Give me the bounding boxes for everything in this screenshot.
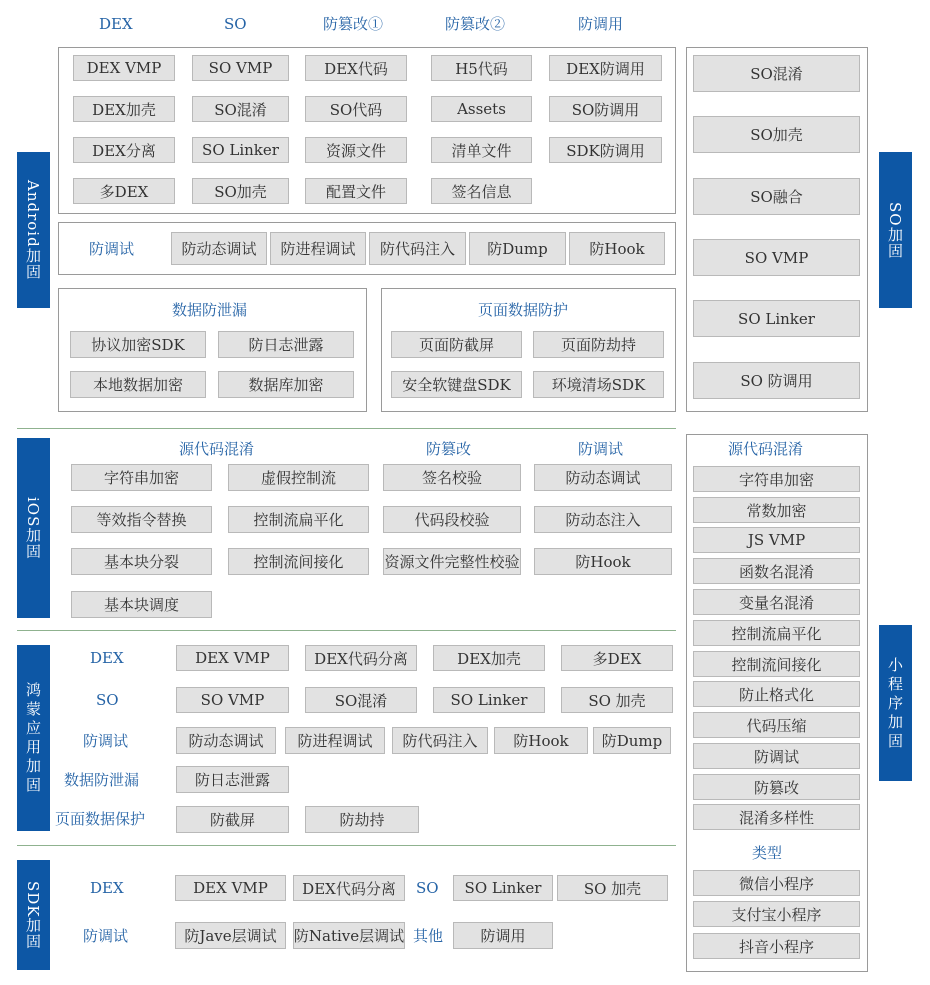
ios-item: 虚假控制流 bbox=[228, 464, 369, 491]
ios-item: 等效指令替换 bbox=[71, 506, 212, 533]
android-page-item: 页面防劫持 bbox=[533, 331, 664, 358]
android-col-header-dex: DEX bbox=[99, 15, 133, 33]
harmony-item: 防代码注入 bbox=[392, 727, 488, 754]
android-leak-item: 本地数据加密 bbox=[70, 371, 206, 398]
android-item: 资源文件 bbox=[305, 137, 407, 163]
harmony-item: DEX VMP bbox=[176, 645, 289, 671]
harmony-item: SO 加壳 bbox=[561, 687, 673, 713]
mini-title: 源代码混淆 bbox=[728, 440, 804, 458]
android-item: DEX防调用 bbox=[549, 55, 662, 81]
ios-item: 基本块分裂 bbox=[71, 548, 212, 575]
harmony-item: SO混淆 bbox=[305, 687, 417, 713]
harmony-item: SO VMP bbox=[176, 687, 289, 713]
android-item: SO代码 bbox=[305, 96, 407, 122]
mini-item: 常数加密 bbox=[693, 497, 860, 523]
mini-item: 变量名混淆 bbox=[693, 589, 860, 615]
android-leak-item: 数据库加密 bbox=[218, 371, 354, 398]
android-side-label: Android加固 bbox=[17, 152, 50, 308]
android-item: SO防调用 bbox=[549, 96, 662, 122]
mini-item: JS VMP bbox=[693, 527, 860, 553]
harmony-item: 防截屏 bbox=[176, 806, 289, 833]
harmony-item: 防劫持 bbox=[305, 806, 419, 833]
so-panel bbox=[686, 47, 868, 412]
so-item: SO VMP bbox=[693, 239, 860, 276]
ios-header-obfuscation: 源代码混淆 bbox=[179, 440, 255, 458]
mini-type-item: 抖音小程序 bbox=[693, 933, 860, 959]
android-item: DEX分离 bbox=[73, 137, 175, 163]
separator-line bbox=[17, 845, 676, 846]
harmony-item: 防动态调试 bbox=[176, 727, 276, 754]
mini-side-label: 小程序加固 bbox=[879, 625, 912, 781]
ios-item: 防Hook bbox=[534, 548, 672, 575]
android-debug-label: 防调试 bbox=[89, 240, 135, 258]
mini-item: 防篡改 bbox=[693, 774, 860, 800]
sdk-item: DEX VMP bbox=[175, 875, 286, 901]
android-item: H5代码 bbox=[431, 55, 532, 81]
android-col-header-so: SO bbox=[224, 15, 247, 33]
so-side-label: SO加固 bbox=[879, 152, 912, 308]
mini-item: 混淆多样性 bbox=[693, 804, 860, 830]
android-page-item: 安全软键盘SDK bbox=[391, 371, 522, 398]
ios-item: 代码段校验 bbox=[383, 506, 521, 533]
android-col-header-anticall: 防调用 bbox=[578, 15, 624, 33]
mini-item: 控制流扁平化 bbox=[693, 620, 860, 646]
android-page-item: 页面防截屏 bbox=[391, 331, 522, 358]
android-item: SO混淆 bbox=[192, 96, 289, 122]
android-item: SDK防调用 bbox=[549, 137, 662, 163]
so-item: SO 防调用 bbox=[693, 362, 860, 399]
harmony-row-label-page: 页面数据保护 bbox=[55, 810, 146, 828]
harmony-item: 防Hook bbox=[494, 727, 588, 754]
sdk-row1-so-label: SO bbox=[416, 879, 439, 897]
sdk-item: SO Linker bbox=[453, 875, 553, 901]
android-debug-item: 防Dump bbox=[469, 232, 566, 265]
harmony-row-label-debug: 防调试 bbox=[83, 732, 129, 750]
sdk-item: DEX代码分离 bbox=[293, 875, 405, 901]
so-item: SO融合 bbox=[693, 178, 860, 215]
mini-type-title: 类型 bbox=[752, 844, 783, 862]
android-item: SO VMP bbox=[192, 55, 289, 81]
harmony-item: SO Linker bbox=[433, 687, 545, 713]
ios-header-debug: 防调试 bbox=[578, 440, 624, 458]
mini-item: 防调试 bbox=[693, 743, 860, 769]
harmony-side-label: 鸿蒙应用加固 bbox=[17, 645, 50, 831]
android-item: DEX加壳 bbox=[73, 96, 175, 122]
ios-item: 控制流间接化 bbox=[228, 548, 369, 575]
sdk-row2-label: 防调试 bbox=[83, 927, 129, 945]
so-item: SO Linker bbox=[693, 300, 860, 337]
ios-header-tamper: 防篡改 bbox=[426, 440, 472, 458]
sdk-row2-other-label: 其他 bbox=[413, 927, 444, 945]
android-debug-item: 防代码注入 bbox=[369, 232, 466, 265]
android-item: 签名信息 bbox=[431, 178, 532, 204]
harmony-item: DEX代码分离 bbox=[305, 645, 417, 671]
ios-item: 字符串加密 bbox=[71, 464, 212, 491]
android-col-header-tamper1: 防篡改① bbox=[323, 15, 384, 33]
harmony-row-label-dex: DEX bbox=[90, 649, 124, 667]
harmony-item: 防进程调试 bbox=[285, 727, 385, 754]
so-item: SO加壳 bbox=[693, 116, 860, 153]
android-item: Assets bbox=[431, 96, 532, 122]
harmony-row-label-leak: 数据防泄漏 bbox=[64, 771, 140, 789]
harmony-item: DEX加壳 bbox=[433, 645, 545, 671]
android-item: DEX代码 bbox=[305, 55, 407, 81]
android-leak-item: 防日志泄露 bbox=[218, 331, 354, 358]
android-page-title: 页面数据防护 bbox=[478, 301, 569, 319]
mini-item: 函数名混淆 bbox=[693, 558, 860, 584]
android-leak-item: 协议加密SDK bbox=[70, 331, 206, 358]
ios-side-label: iOS加固 bbox=[17, 438, 50, 618]
ios-item: 资源文件完整性校验 bbox=[383, 548, 521, 575]
android-item: 清单文件 bbox=[431, 137, 532, 163]
harmony-item: 防Dump bbox=[593, 727, 671, 754]
ios-item: 控制流扁平化 bbox=[228, 506, 369, 533]
ios-item: 防动态注入 bbox=[534, 506, 672, 533]
mini-type-item: 微信小程序 bbox=[693, 870, 860, 896]
harmony-item: 多DEX bbox=[561, 645, 673, 671]
sdk-item: 防Jave层调试 bbox=[175, 922, 286, 949]
sdk-item: 防调用 bbox=[453, 922, 553, 949]
android-debug-item: 防进程调试 bbox=[270, 232, 366, 265]
separator-line bbox=[17, 428, 676, 429]
android-page-item: 环境清场SDK bbox=[533, 371, 664, 398]
sdk-item: SO 加壳 bbox=[557, 875, 668, 901]
android-debug-item: 防动态调试 bbox=[171, 232, 267, 265]
harmony-row-label-so: SO bbox=[96, 691, 119, 709]
android-item: DEX VMP bbox=[73, 55, 175, 81]
sdk-side-label: SDK加固 bbox=[17, 860, 50, 970]
android-leak-title: 数据防泄漏 bbox=[172, 301, 248, 319]
ios-item: 基本块调度 bbox=[71, 591, 212, 618]
harmony-item: 防日志泄露 bbox=[176, 766, 289, 793]
so-item: SO混淆 bbox=[693, 55, 860, 92]
android-debug-item: 防Hook bbox=[569, 232, 665, 265]
sdk-row1-label: DEX bbox=[90, 879, 124, 897]
android-item: 多DEX bbox=[73, 178, 175, 204]
mini-type-item: 支付宝小程序 bbox=[693, 901, 860, 927]
android-item: SO加壳 bbox=[192, 178, 289, 204]
separator-line bbox=[17, 630, 676, 631]
android-col-header-tamper2: 防篡改② bbox=[445, 15, 506, 33]
android-item: 配置文件 bbox=[305, 178, 407, 204]
mini-item: 防止格式化 bbox=[693, 681, 860, 707]
mini-item: 代码压缩 bbox=[693, 712, 860, 738]
sdk-item: 防Native层调试 bbox=[293, 922, 405, 949]
mini-item: 字符串加密 bbox=[693, 466, 860, 492]
ios-item: 签名校验 bbox=[383, 464, 521, 491]
android-item: SO Linker bbox=[192, 137, 289, 163]
ios-item: 防动态调试 bbox=[534, 464, 672, 491]
mini-item: 控制流间接化 bbox=[693, 651, 860, 677]
